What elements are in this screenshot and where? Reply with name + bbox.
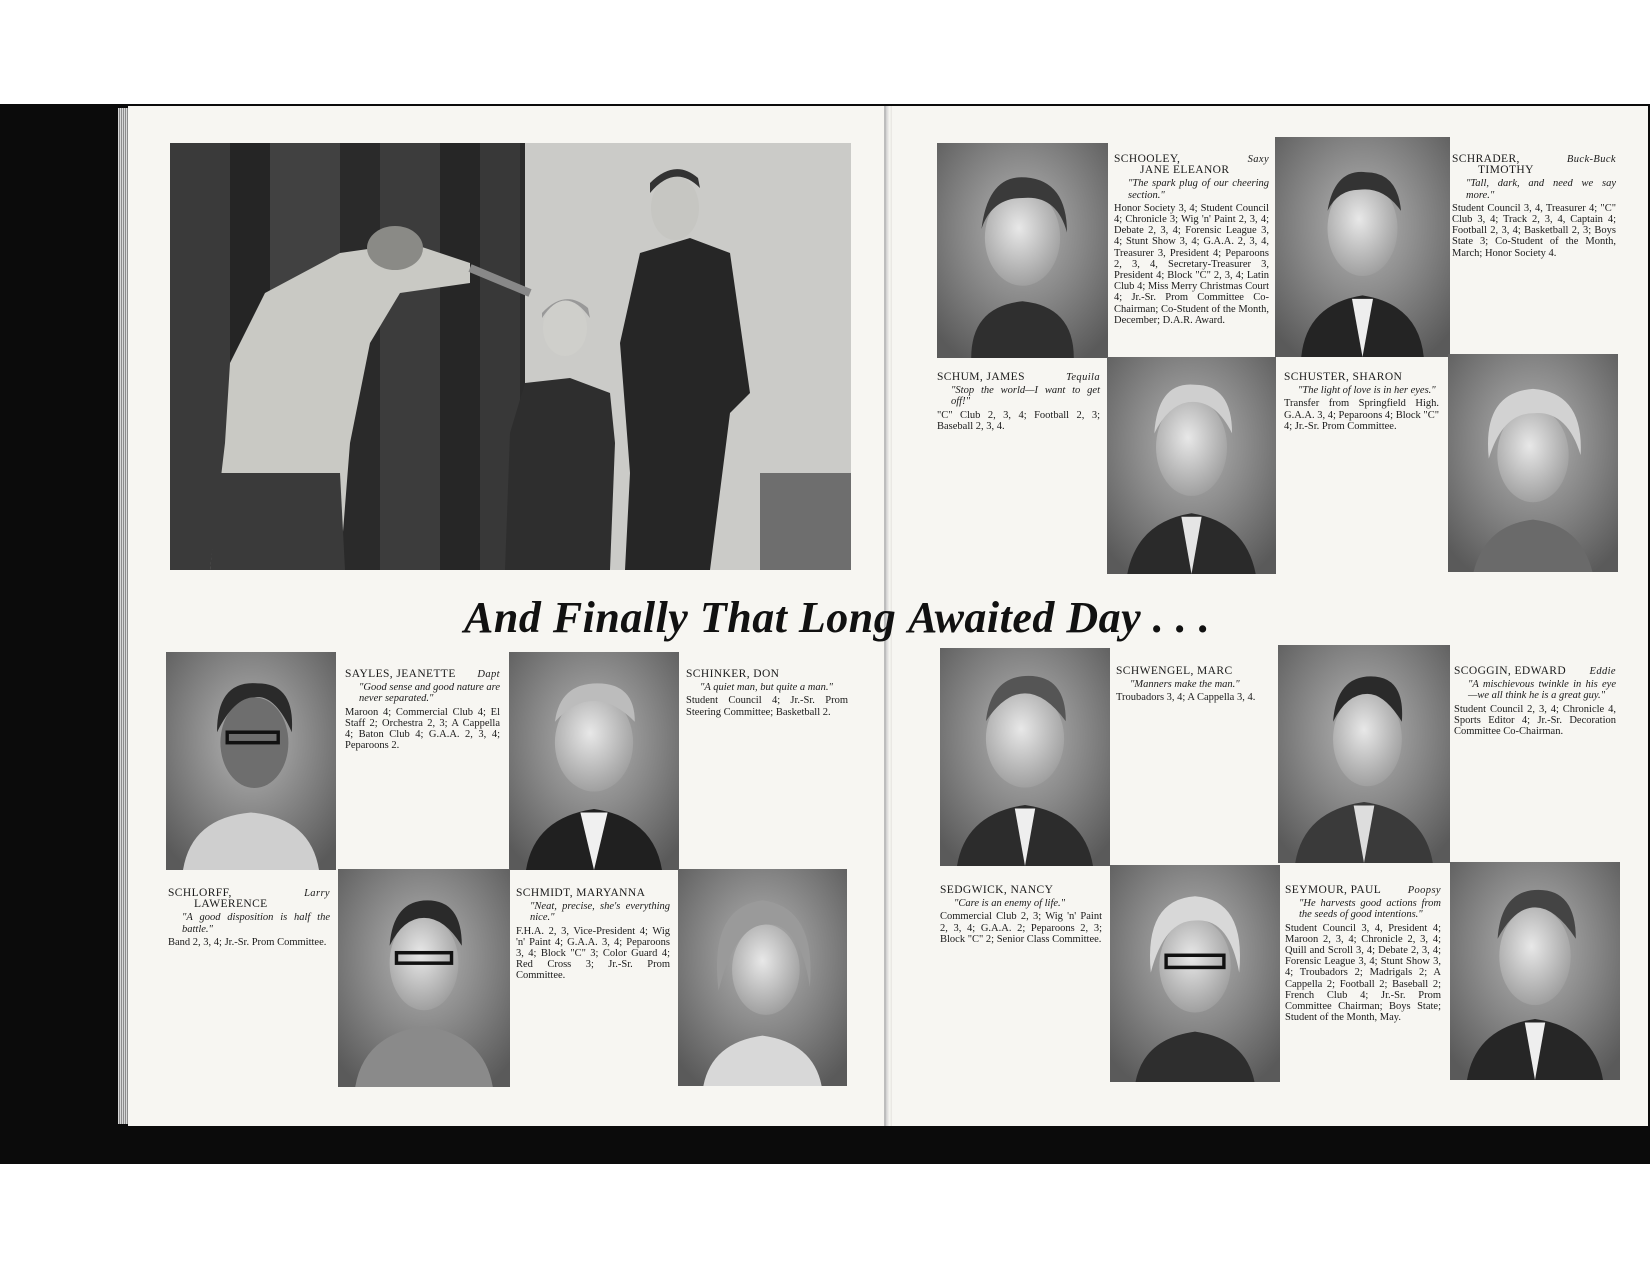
nickname: Dapt xyxy=(477,669,500,680)
nickname: Eddie xyxy=(1589,666,1616,677)
name: SCHWENGEL, MARC xyxy=(1116,665,1233,677)
activities: Student Council 2, 3, 4; Chronicle 4, Sports Editor 4; Jr.-Sr. Decoration Committee Co-Chairman. xyxy=(1454,703,1616,738)
portrait-schlorff xyxy=(338,869,510,1087)
given-name: JANE ELEANOR xyxy=(1140,164,1230,177)
portrait-schrader xyxy=(1275,137,1450,357)
activities: Commercial Club 2, 3; Wig 'n' Paint 2, 3, 4; G.A.A. 2; Peparoons 2, 3; Block "C" 2; Senior Class Committee. xyxy=(940,911,1102,945)
surname: SCHLORFF, xyxy=(168,887,232,899)
nickname: Larry xyxy=(304,888,330,899)
headline-right: Awaited Day . . . xyxy=(908,593,1211,642)
activities: F.H.A. 2, 3, Vice-President 4; Wig 'n' Paint 4; G.A.A. 3, 4; Peparoons 3, 4; Block "C" 3; Color Guard 4; Red Cross 3; Jr.-Sr. Prom Committee. xyxy=(516,925,670,982)
name: SEYMOUR, PAUL xyxy=(1285,884,1382,896)
quote: "Care is an enemy of life." xyxy=(954,898,1066,910)
quote: "A mischievous twinkle in his eye—we all think he is a great guy." xyxy=(1468,679,1616,702)
name: SCHMIDT, MARYANNA xyxy=(516,887,646,899)
given-name: LAWERENCE xyxy=(194,898,268,911)
activities: Troubadors 3, 4; A Cappella 3, 4. xyxy=(1116,692,1256,704)
quote: "Stop the world—I want to get off!" xyxy=(951,385,1100,408)
portrait-sayles xyxy=(166,652,336,870)
entry-schuster xyxy=(1284,372,1439,432)
entry-schum xyxy=(937,372,1100,432)
quote: "Manners make the man." xyxy=(1130,679,1240,691)
name: SCHINKER, DON xyxy=(686,668,780,680)
quote: "The spark plug of our cheering section." xyxy=(1128,178,1269,201)
portrait-sedgwick xyxy=(1110,865,1280,1082)
entry-schooley xyxy=(1114,154,1269,326)
entry-sayles xyxy=(345,669,500,751)
portrait-schinker xyxy=(509,652,679,870)
headline-left: And Finally That Long xyxy=(464,593,897,642)
name: SCOGGIN, EDWARD xyxy=(1454,665,1567,677)
entry-sedgwick xyxy=(940,885,1102,945)
activities: Honor Society 3, 4; Student Council 4; Chronicle 3; Wig 'n' Paint 2, 3, 4; Debate 2, 3, 4; Forensic League 3, 4; Stunt Show 3, 4; G.A.A. 2, 3, 4, Treasurer 3, President 4; Peparoons 2, 3, 4, Secretary-Treasurer 3, President 4; Block "C" 2, 3, 4; Latin Club 4; Miss Merry Christmas Court 4; Jr.-Sr. Prom Committee Co-Chairman; Co-Student of the Month, December; D.A.R. Award. xyxy=(1114,202,1269,326)
entry-scoggin xyxy=(1454,666,1616,737)
quote: "Tall, dark, and need we say more." xyxy=(1466,178,1616,201)
activities: Transfer from Springfield High. G.A.A. 3, 4; Peparoons 4; Block "C" 4; Jr.-Sr. Prom Committee. xyxy=(1284,398,1439,432)
entry-schlorff xyxy=(168,888,330,948)
portrait-schuster xyxy=(1448,354,1618,572)
name: SCHUM, JAMES xyxy=(937,371,1025,383)
activities: Student Council 4; Jr.-Sr. Prom Steering Committee; Basketball 2. xyxy=(686,695,848,718)
quote: "Neat, precise, she's everything nice." xyxy=(530,901,670,924)
nickname: Saxy xyxy=(1247,154,1269,165)
given-name: TIMOTHY xyxy=(1478,164,1534,177)
portrait-seymour xyxy=(1450,862,1620,1080)
portrait-schwengel xyxy=(940,648,1110,866)
portrait-schmidt xyxy=(678,869,847,1086)
entry-schmidt xyxy=(516,888,670,982)
activities: Maroon 4; Commercial Club 4; El Staff 2; Orchestra 2, 3; A Cappella 4; Baton Club 4; G.A.A. 2, 3, 4; Peparoons 2. xyxy=(345,706,500,752)
quote: "A good disposition is half the battle." xyxy=(182,912,330,935)
entry-schwengel xyxy=(1116,666,1269,704)
activities: Student Council 3, 4, Treasurer 4; "C" Club 3, 4; Track 2, 3, 4, Captain 4; Football 2, 3, 4; Basketball 2, 3; Boys State 3; Co-Student of the Month, March; Honor Society 4. xyxy=(1452,202,1616,259)
quote: "He harvests good actions from the seeds of good intentions." xyxy=(1299,898,1441,921)
name: SCHUSTER, SHARON xyxy=(1284,371,1403,383)
surname: SCHOOLEY, xyxy=(1114,153,1181,165)
entry-schrader xyxy=(1452,154,1616,259)
name: SEDGWICK, NANCY xyxy=(940,884,1054,896)
quote: "A quiet man, but quite a man." xyxy=(700,682,833,694)
nickname: Poopsy xyxy=(1407,885,1441,896)
quote: "Good sense and good nature are never separated." xyxy=(359,682,500,705)
activities: Student Council 3, 4, President 4; Maroon 2, 3, 4; Chronicle 2, 3, 4; Quill and Scroll 3, 4; Debate 2, 3, 4; Forensic League 3, 4; Stunt Show 3, 4; Troubadors 2; Madrigals 2; A Cappella 2; Football 2; Baseball 2; French Club 4; Jr.-Sr. Prom Committee Chairman; Boys State; Student of the Month, May. xyxy=(1285,922,1441,1024)
entry-schinker xyxy=(686,669,848,718)
activities: "C" Club 2, 3, 4; Football 2, 3; Baseball 2, 3, 4. xyxy=(937,409,1100,432)
stage-scene-photo xyxy=(170,143,851,570)
name: SAYLES, JEANETTE xyxy=(345,668,456,680)
activities: Band 2, 3, 4; Jr.-Sr. Prom Committee. xyxy=(168,936,327,948)
surname: SCHRADER, xyxy=(1452,153,1520,165)
nickname: Buck-Buck xyxy=(1566,154,1616,165)
portrait-scoggin xyxy=(1278,645,1450,863)
quote: "The light of love is in her eyes." xyxy=(1298,385,1436,397)
portrait-schum xyxy=(1107,357,1276,574)
nickname: Tequila xyxy=(1066,372,1100,383)
entry-seymour xyxy=(1285,885,1441,1023)
portrait-schooley xyxy=(937,143,1108,358)
